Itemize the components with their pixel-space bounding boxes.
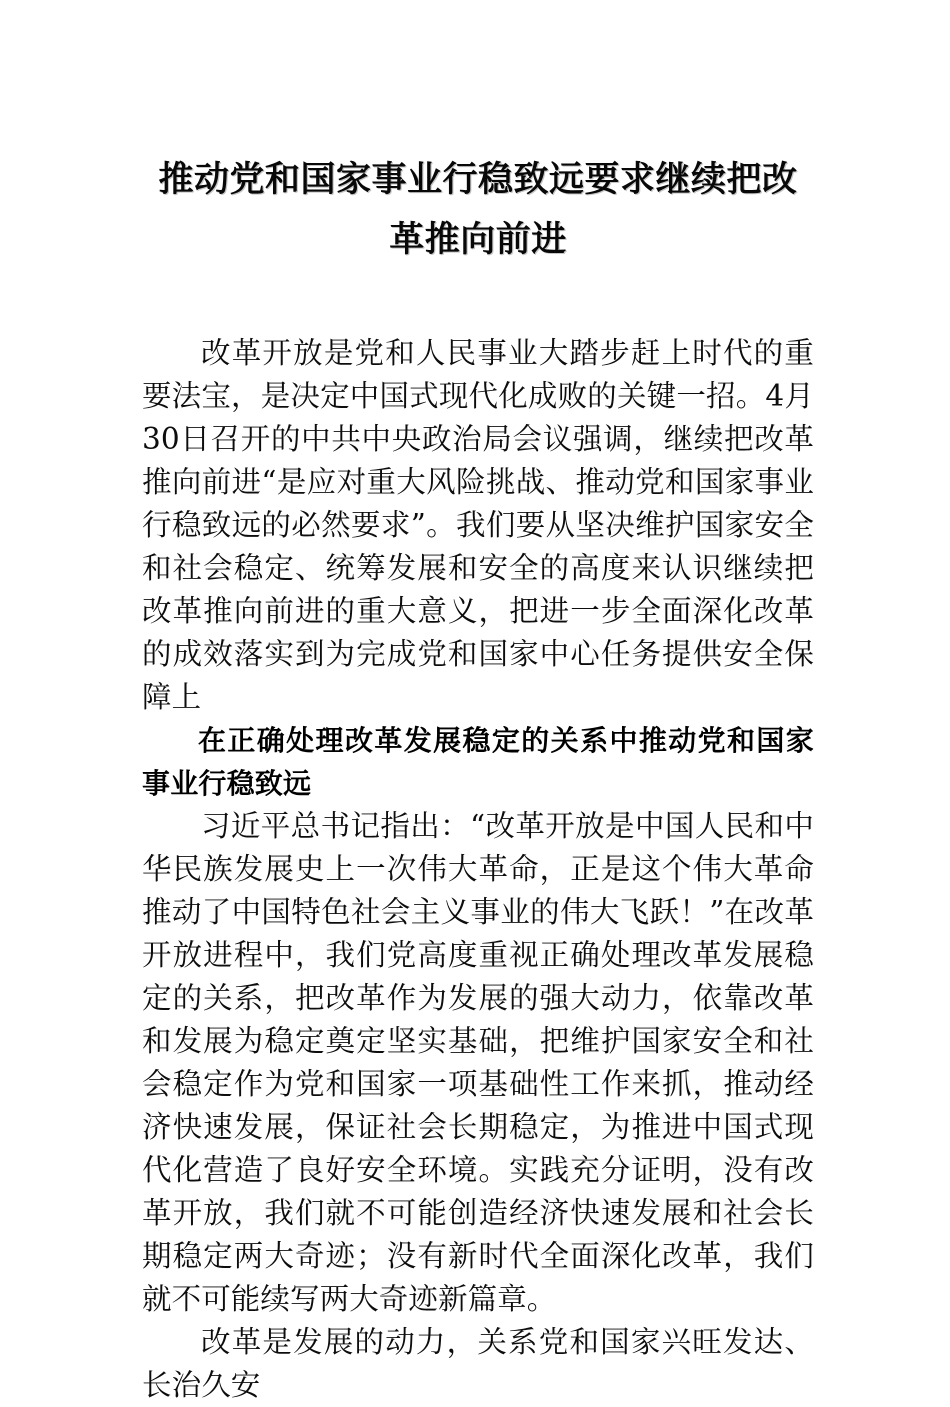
body-paragraph-1: 改革开放是党和人民事业大踏步赶上时代的重要法宝，是决定中国式现代化成败的关键一招。4月30日召开的中共中央政治局会议强调，继续把改革推向前进“是应对重大风险挑战、推动党和国家事业行稳致远的必然要求”。我们要从坚决维护国家安全和社会稳定、统筹发展和安全的高度来认识继续把改革推向前进的重大意义，把进一步全面深化改革的成效落实到为完成党和国家中心任务提供安全保障上 [142, 336, 814, 714]
body-paragraph-3: 改革是发展的动力，关系党和国家兴旺发达、长治久安 [142, 1325, 814, 1402]
section-heading-1: 在正确处理改革发展稳定的关系中推动党和国家事业行稳致远 [142, 724, 814, 800]
body-paragraph-2: 习近平总书记指出：“改革开放是中国人民和中华民族发展史上一次伟大革命，正是这个伟大革命推动了中国特色社会主义事业的伟大飞跃！”在改革开放进程中，我们党高度重视正确处理改革发展稳定的关系，把改革作为发展的强大动力，依靠改革和发展为稳定奠定坚实基础，把维护国家安全和社会稳定作为党和国家一项基础性工作来抓，推动经济快速发展，保证社会长期稳定，为推进中国式现代化营造了良好安全环境。实践充分证明，没有改革开放，我们就不可能创造经济快速发展和社会长期稳定两大奇迹；没有新时代全面深化改革，我们就不可能续写两大奇迹新篇章。 [142, 809, 814, 1316]
page-title [142, 150, 814, 270]
title-body-spacer [142, 270, 814, 332]
document-content [142, 150, 814, 1407]
page-title-line-2: 革推向前进 [389, 219, 567, 260]
page-title-line-1: 推动党和国家事业行稳致远要求继续把改 [158, 159, 798, 200]
